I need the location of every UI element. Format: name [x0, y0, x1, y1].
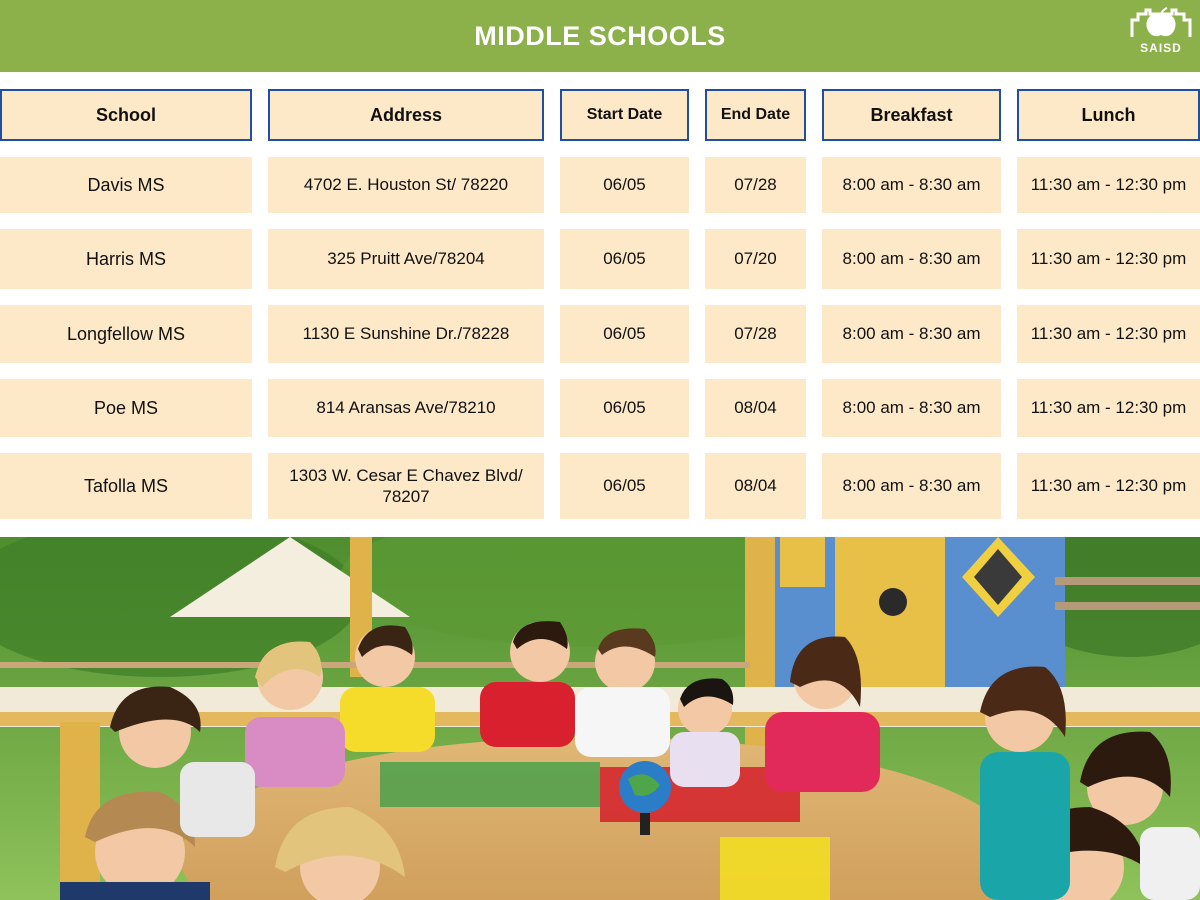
- table-cell-school: Davis MS: [0, 157, 252, 213]
- logo-text: SAISD: [1140, 41, 1182, 55]
- column-header-end-date: End Date: [705, 89, 806, 141]
- table-cell-breakfast: 8:00 am - 8:30 am: [822, 229, 1001, 289]
- table-cell-lunch: 11:30 am - 12:30 pm: [1017, 305, 1200, 363]
- table-cell-end-date: 08/04: [705, 379, 806, 437]
- table-cell-address: 814 Aransas Ave/78210: [268, 379, 544, 437]
- table-cell-school: Poe MS: [0, 379, 252, 437]
- page-title: MIDDLE SCHOOLS: [474, 21, 726, 51]
- table-cell-school: Tafolla MS: [0, 453, 252, 519]
- table-cell-lunch: 11:30 am - 12:30 pm: [1017, 157, 1200, 213]
- table-cell-start-date: 06/05: [560, 305, 689, 363]
- table-cell-breakfast: 8:00 am - 8:30 am: [822, 453, 1001, 519]
- children-classroom-photo: [0, 537, 1200, 900]
- table-cell-breakfast: 8:00 am - 8:30 am: [822, 305, 1001, 363]
- column-header-school: School: [0, 89, 252, 141]
- table-cell-end-date: 08/04: [705, 453, 806, 519]
- table-cell-address: 1130 E Sunshine Dr./78228: [268, 305, 544, 363]
- column-header-breakfast: Breakfast: [822, 89, 1001, 141]
- table-cell-start-date: 06/05: [560, 229, 689, 289]
- column-header-address: Address: [268, 89, 544, 141]
- table-cell-end-date: 07/28: [705, 157, 806, 213]
- table-cell-address: 1303 W. Cesar E Chavez Blvd/ 78207: [268, 453, 544, 519]
- table-cell-start-date: 06/05: [560, 157, 689, 213]
- table-cell-start-date: 06/05: [560, 379, 689, 437]
- column-header-lunch: Lunch: [1017, 89, 1200, 141]
- table-cell-lunch: 11:30 am - 12:30 pm: [1017, 379, 1200, 437]
- table-cell-address: 4702 E. Houston St/ 78220: [268, 157, 544, 213]
- table-cell-address: 325 Pruitt Ave/78204: [268, 229, 544, 289]
- table-cell-lunch: 11:30 am - 12:30 pm: [1017, 229, 1200, 289]
- table-cell-breakfast: 8:00 am - 8:30 am: [822, 379, 1001, 437]
- table-cell-lunch: 11:30 am - 12:30 pm: [1017, 453, 1200, 519]
- table-cell-end-date: 07/28: [705, 305, 806, 363]
- table-cell-end-date: 07/20: [705, 229, 806, 289]
- table-cell-school: Harris MS: [0, 229, 252, 289]
- column-header-start-date: Start Date: [560, 89, 689, 141]
- table-cell-start-date: 06/05: [560, 453, 689, 519]
- table-cell-breakfast: 8:00 am - 8:30 am: [822, 157, 1001, 213]
- table-cell-school: Longfellow MS: [0, 305, 252, 363]
